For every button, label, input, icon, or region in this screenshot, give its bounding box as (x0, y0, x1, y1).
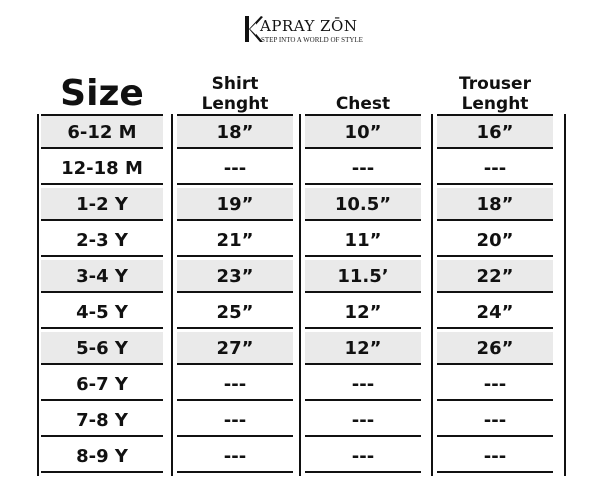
chest-cell: 10.5” (305, 188, 421, 221)
shirt-length-cell: 21” (177, 224, 293, 257)
shirt-length-cell: --- (177, 404, 293, 437)
trouser-length-cell: --- (437, 368, 553, 401)
shirt-length-cell: 18” (177, 116, 293, 149)
brand-tagline: STEP INTO A WORLD OF STYLE (261, 36, 363, 44)
shirt-length-cell: --- (177, 152, 293, 185)
trouser-length-cell: --- (437, 152, 553, 185)
chest-cell: --- (305, 152, 421, 185)
size-cell: 6-7 Y (41, 368, 163, 401)
chest-cell: 11” (305, 224, 421, 257)
chest-cell: 10” (305, 116, 421, 149)
size-cell: 2-3 Y (41, 224, 163, 257)
column-divider (37, 114, 39, 476)
chest-cell: 12” (305, 296, 421, 329)
shirt-length-cell: --- (177, 440, 293, 473)
trouser-length-header: Trouser Lenght (459, 74, 531, 114)
chest-cell: --- (305, 404, 421, 437)
size-cell: 6-12 M (41, 116, 163, 149)
trouser-length-cell: --- (437, 440, 553, 473)
shirt-length-cell: --- (177, 368, 293, 401)
shirt-length-cell: 27” (177, 332, 293, 365)
column-divider (564, 114, 566, 476)
shirt-length-header: Shirt Lenght (201, 74, 269, 114)
trouser-length-cell: 18” (437, 188, 553, 221)
trouser-length-cell: 24” (437, 296, 553, 329)
trouser-length-cell: 26” (437, 332, 553, 365)
column-divider (171, 114, 173, 476)
trouser-length-cell: 16” (437, 116, 553, 149)
trouser-length-cell: 20” (437, 224, 553, 257)
size-header: Size (60, 73, 144, 114)
column-divider (431, 114, 433, 476)
chest-cell: 12” (305, 332, 421, 365)
shirt-length-cell: 23” (177, 260, 293, 293)
size-cell: 8-9 Y (41, 440, 163, 473)
size-cell: 5-6 Y (41, 332, 163, 365)
size-cell: 7-8 Y (41, 404, 163, 437)
chest-cell: 11.5’ (305, 260, 421, 293)
size-cell: 4-5 Y (41, 296, 163, 329)
trouser-length-cell: --- (437, 404, 553, 437)
size-cell: 1-2 Y (41, 188, 163, 221)
column-divider (299, 114, 301, 476)
chest-cell: --- (305, 440, 421, 473)
trouser-length-cell: 22” (437, 260, 553, 293)
size-cell: 12-18 M (41, 152, 163, 185)
brand-name: APRAY ZŌN (260, 17, 358, 35)
shirt-length-cell: 19” (177, 188, 293, 221)
shirt-length-cell: 25” (177, 296, 293, 329)
chest-cell: --- (305, 368, 421, 401)
chest-header: Chest (335, 94, 391, 114)
size-cell: 3-4 Y (41, 260, 163, 293)
brand-logo (244, 14, 363, 48)
